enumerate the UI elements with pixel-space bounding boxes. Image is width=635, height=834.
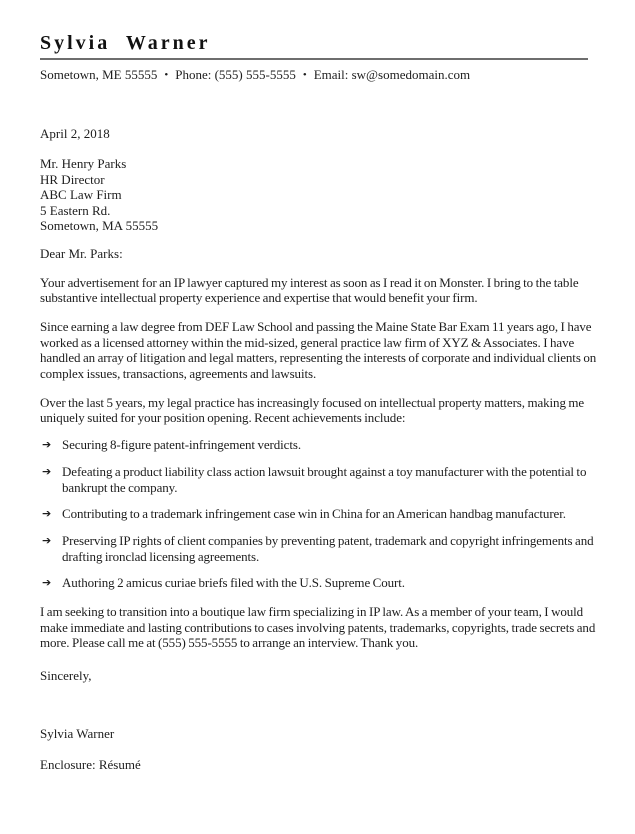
list-item-text: Authoring 2 amicus curiae briefs filed with the U.S. Supreme Court.: [62, 575, 405, 591]
salutation: Dear Mr. Parks:: [40, 245, 123, 261]
body-paragraph: Over the last 5 years, my legal practice has increasingly focused on intellectual property matters, making me uniquely suited for your position opening. Recent achievements include:: [40, 394, 585, 426]
recipient-address-block: [40, 156, 612, 234]
letterhead-name: Sylvia Warner: [40, 32, 211, 54]
list-item: [40, 533, 612, 564]
achievements-list: [40, 437, 612, 591]
contact-phone: Phone: (555) 555-5555: [175, 67, 296, 82]
contact-separator: •: [302, 69, 307, 81]
list-item: [40, 437, 612, 453]
recipient-company: ABC Law Firm: [40, 187, 122, 202]
letterhead-contact-line: [40, 67, 612, 83]
list-item-text: Securing 8-figure patent-infringement verdicts.: [62, 437, 301, 453]
body-paragraph: Since earning a law degree from DEF Law School and passing the Maine State Bar Exam 11 years ago, I have worked as a licensed attorney within the mid-sized, general practice law firm of XYZ & Associates. I have handled an array of litigation and legal matters, representing the interests of corporate and individual clients on complex issues, transactions, agreements and lawsuits.: [40, 318, 597, 382]
signoff: Sincerely,: [40, 668, 92, 684]
arrow-bullet-icon: ➔: [42, 533, 52, 547]
list-item-text: Preserving IP rights of client companies by preventing patent, trademark and copyright infringements and drafting ironclad licensing agreements.: [62, 532, 594, 564]
list-item: [40, 464, 612, 495]
recipient-name: Mr. Henry Parks: [40, 156, 127, 171]
arrow-bullet-icon: ➔: [42, 507, 52, 521]
recipient-street: 5 Eastern Rd.: [40, 202, 111, 218]
arrow-bullet-icon: ➔: [42, 576, 52, 590]
body-paragraph: Your advertisement for an IP lawyer captured my interest as soon as I read it on Monster. I bring to the table substantive intellectual property experience and expertise that would benefit your firm.: [40, 274, 579, 306]
list-item: [40, 575, 612, 591]
contact-separator: •: [164, 69, 169, 81]
enclosure-note: Enclosure: Résumé: [40, 757, 141, 773]
contact-location: Sometown, ME 55555: [40, 67, 158, 82]
list-item: [40, 506, 612, 522]
list-item-text: Contributing to a trademark infringement case win in China for an American handbag manufacturer.: [62, 506, 566, 522]
closing-paragraph: I am seeking to transition into a boutique law firm specializing in IP law. As a member of your team, I would make immediate and lasting contributions to cases involving patents, trademarks, copyrights, trade secrets and more. Please call me at (555) 555-5555 to arrange an interview. Thank you.: [40, 604, 596, 651]
recipient-city: Sometown, MA 55555: [40, 218, 159, 233]
arrow-bullet-icon: ➔: [42, 438, 52, 452]
arrow-bullet-icon: ➔: [42, 464, 52, 478]
letterhead-divider: [40, 58, 588, 60]
list-item-text: Defeating a product liability class action lawsuit brought against a toy manufacturer with the potential to bankrupt the company.: [62, 463, 587, 495]
letter-date: April 2, 2018: [40, 126, 110, 141]
contact-email: Email: sw@somedomain.com: [313, 67, 471, 82]
signature-name: Sylvia Warner: [40, 726, 115, 742]
recipient-title: HR Director: [40, 171, 105, 187]
